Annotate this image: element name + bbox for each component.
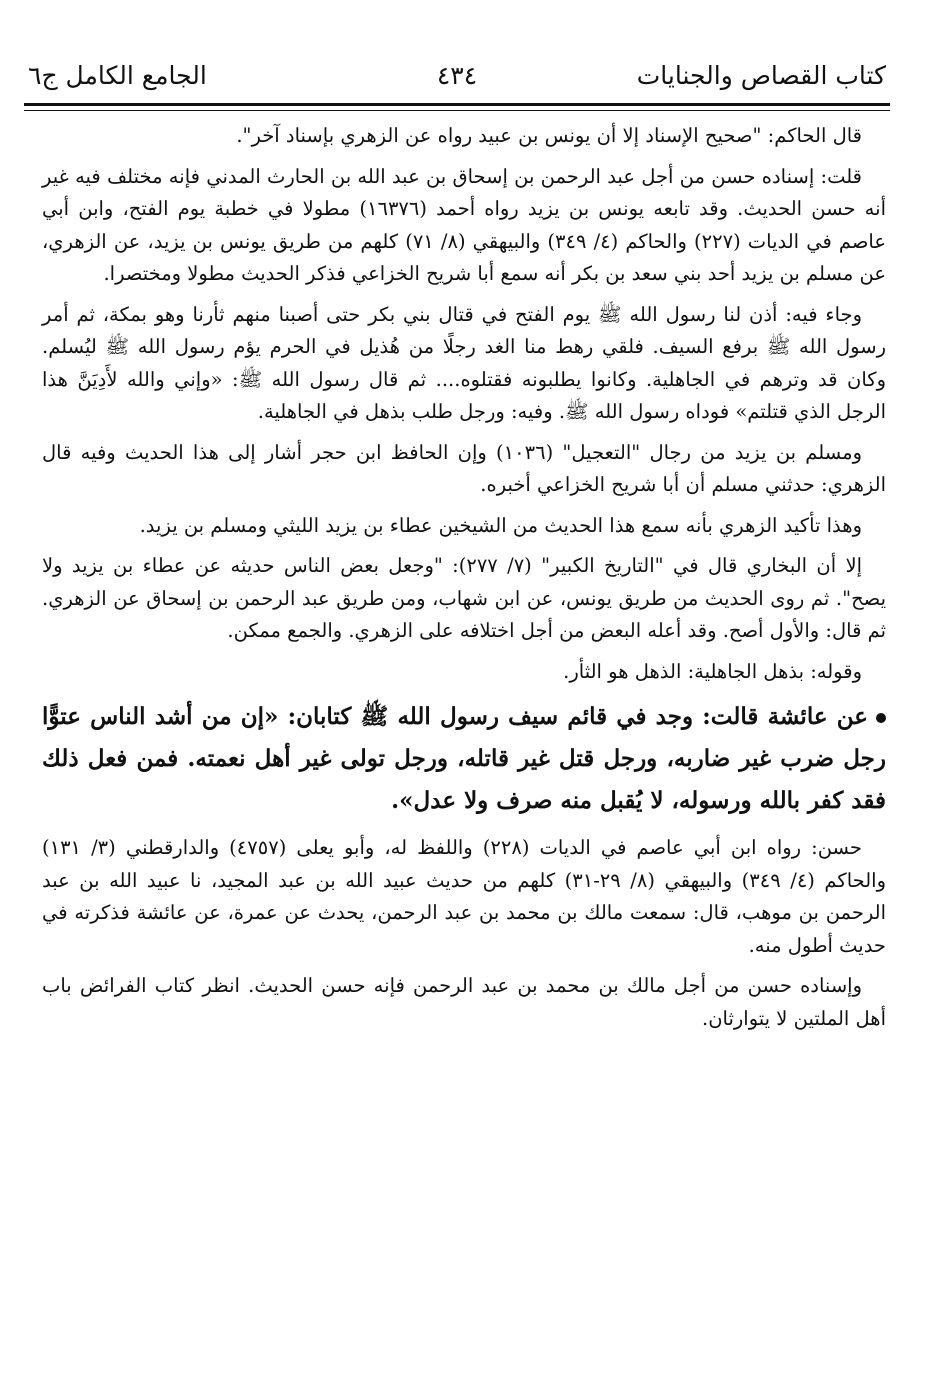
hadith-aisha [42,696,886,822]
page-header [28,58,886,102]
paragraph-dhahl-definition: وقوله: بذهل الجاهلية: الذهل هو الثأر. [563,659,862,683]
header-rule-thick [24,103,890,106]
paragraph-isnad-hasan: وإسناده حسن من أجل مالك بن محمد بن عبد الرحمن فإنه حسن الحديث. انظر كتاب الفرائض باب أهل الملتين لا يتوارثان. [42,974,886,1030]
running-head-series-title: الجامع الكامل ج٦ [28,61,207,90]
paragraph-hakim-grading: قال الحاكم: "صحيح الإسناد إلا أن يونس بن عبيد رواه عن الزهري بإسناد آخر". [236,124,862,147]
header-rule-thin [24,110,890,111]
running-head-book-title: كتاب القصاص والجنايات [636,61,886,90]
page-body [42,120,886,1043]
hadith-text: عن عائشة قالت: وجد في قائم سيف رسول الله ﷺ كتابان: «إن من أشد الناس عتوًّا رجل ضرب غير ضاربه، ورجل قتل غير قاتله، ورجل تولى غير أهل نعمته. فمن فعل ذلك فقد كفر بالله ورسوله، لا يُقبل منه صرف ولا عدل». [42,703,886,814]
paragraph-fath-narration: وجاء فيه: أذن لنا رسول الله ﷺ يوم الفتح في قتال بني بكر حتى أصبنا منهم ثأرنا وهو بمكة، ثم أمر رسول الله ﷺ برفع السيف. فلقي رهط منا الغد رجلًا من هُذيل في الحرم يؤم رسول الله ﷺ ليُسلم. وكان قد وترهم في الجاهلية. وكانوا يطلبونه فقتلوه.... ثم قال رسول الله ﷺ: «وإني والله لأَدِيَنَّ هذا الرجل الذي قتلتم» فوداه رسول الله ﷺ. وفيه: ورجل طلب بذهل في الجاهلية. [42,302,886,423]
paragraph-muslim-ibn-yazid: ومسلم بن يزيد من رجال "التعجيل" (١٠٣٦) وإن الحافظ ابن حجر أشار إلى هذا الحديث وفيه قال الزهري: حدثني مسلم أن أبا شريح الخزاعي أخبره. [42,440,886,496]
paragraph-isnad-note: قلت: إسناده حسن من أجل عبد الرحمن بن إسحاق بن عبد الله بن الحارث المدني فإنه مختلف فيه غير أنه حسن الحديث. وقد تابعه يونس بن يزيد رواه أحمد (١٦٣٧٦) مطولا في خطبة يوم الفتح، وابن أبي عاصم في الديات (٢٢٧) والحاكم (٤/ ٣٤٩) والبيهقي (٨/ ٧١) كلهم من طريق يونس بن يزيد، عن الزهري، عن مسلم بن يزيد أحد بني سعد بن بكر أنه سمع أبا شريح الخزاعي فذكر الحديث مطولا ومختصرا. [42,164,886,285]
bullet-icon [876,713,886,723]
paragraph-bukhari-tarikh: إلا أن البخاري قال في "التاريخ الكبير" (٧/ ٢٧٧): "وجعل بعض الناس حديثه عن عطاء بن يزيد ولا يصح". ثم روى الحديث من طريق يونس، عن ابن شهاب، ومن طريق عبد الرحمن بن إسحاق عن الزهري. ثم قال: والأول أصح. وقد أعله البعض من أجل اختلافه على الزهري. والجمع ممكن. [42,554,886,642]
page-number: ٤٣٤ [436,61,478,90]
paragraph-hasan-takhrij: حسن: رواه ابن أبي عاصم في الديات (٢٢٨) واللفظ له، وأبو يعلى (٤٧٥٧) والدارقطني (٣/ ١٣١) والحاكم (٤/ ٣٤٩) والبيهقي (٨/ ٢٩-٣١) كلهم من حديث عبيد الله بن عبد المجيد، نا عبيد الله بن عبد الرحمن بن موهب، قال: سمعت مالك بن محمد بن عبد الرحمن، يحدث عن عمرة، عن عائشة فذكرته في حديث أطول منه. [42,836,887,957]
paragraph-zuhri-confirmation: وهذا تأكيد الزهري بأنه سمع هذا الحديث من الشيخين عطاء بن يزيد الليثي ومسلم بن يزيد. [139,513,862,537]
